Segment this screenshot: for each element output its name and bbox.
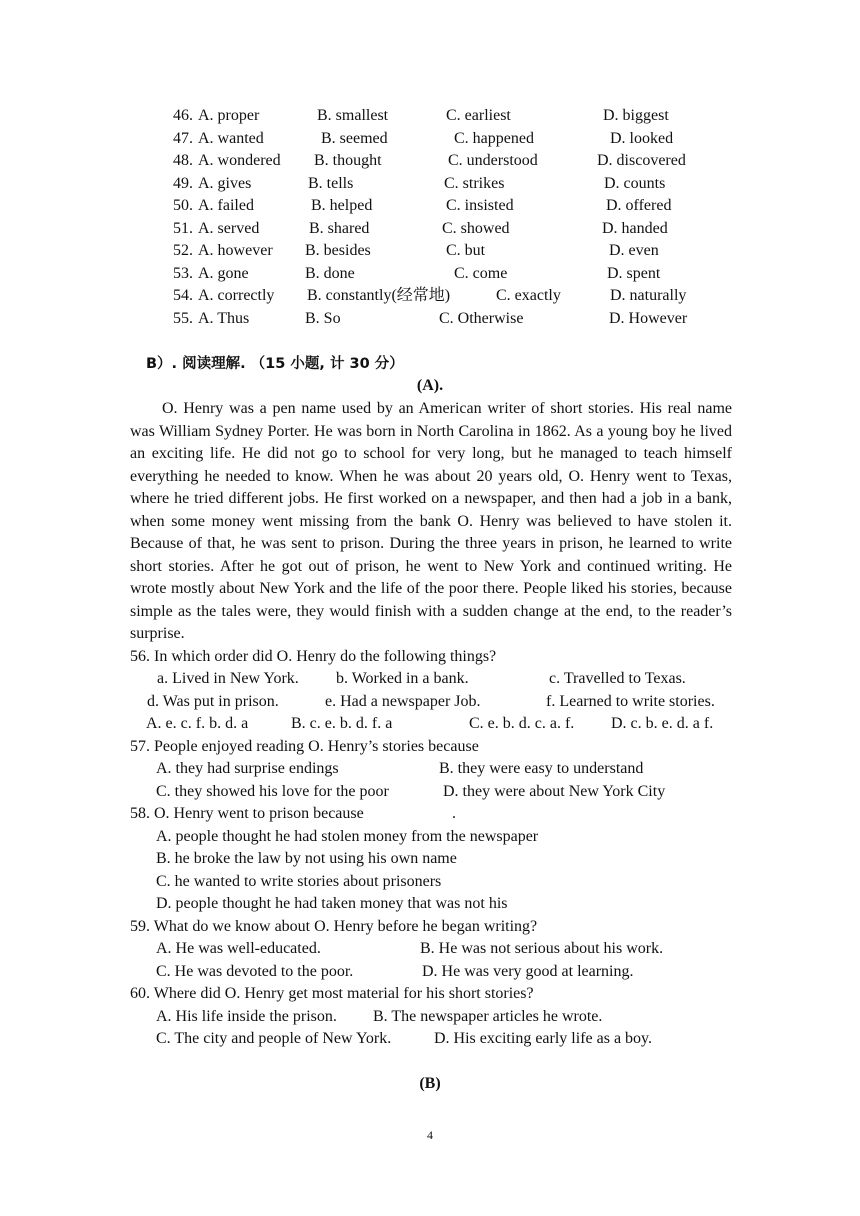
option-d: D. c. b. e. d. a f. [611,715,714,732]
option-row-51 [173,218,733,240]
event-c: c. Travelled to Texas. [549,670,686,687]
option-row-49 [173,173,733,195]
option-a: A. gone [198,264,249,282]
event-d: d. Was put in prison. [147,693,279,710]
option-d: D. spent [607,264,661,282]
option-d: D. even [609,242,659,259]
question-number: 53. [173,264,193,282]
option-b: B. tells [308,174,354,192]
option-b: B. So [305,309,341,327]
option-row-48 [173,150,733,172]
option-b: B. done [305,264,355,282]
question-number: 54. [173,287,193,304]
event-b: b. Worked in a bank. [336,670,469,687]
passage-b-title: (B) [419,1075,441,1092]
question-number: 47. [173,129,193,147]
option-b: B. The newspaper articles he wrote. [373,1008,603,1025]
passage-a-text: O. Henry was a pen name used by an American writer of short stories. His real name was William Sydney Porter. He was born in North Carolina in 1862. As a young boy he lived an exciting life. He did not go to school for very long, but he managed to teach himself everything he needed to know. When he was about 20 years old, O. Henry went to Texas, where he tried different jobs. He first worked on a newspaper, and then had a job in a bank, when some money went missing from the bank O. Henry was believed to have stolen it. Because of that, he was sent to prison. During the three years in prison, he learned to write short stories. After he got out of prison, he went to New York and continued writing. He wrote mostly about New York and the life of the poor there. People liked his stories, because simple as the tales were, they would finish with a sudden change at the end, to the reader’s surprise. [130,400,732,643]
option-d: D. discovered [597,152,686,169]
option-a: A. proper [198,107,260,124]
option-c: C. showed [442,219,510,237]
option-c: C. he wanted to write stories about prisoners [156,873,442,890]
option-a: A. gives [198,174,252,192]
option-row-55 [173,308,733,330]
section-heading: B）. 阅读理解. （15 小题, 计 30 分） [146,356,404,372]
option-a: A. wanted [198,129,264,147]
event-a: a. Lived in New York. [157,670,299,687]
option-d: D. He was very good at learning. [422,963,634,980]
option-d: D. However [609,309,688,327]
option-c: C. He was devoted to the poor. [156,963,354,980]
option-d: D. looked [610,129,674,147]
option-c: C. earliest [446,107,511,124]
option-c: C. insisted [446,197,514,214]
option-row-50 [173,195,733,217]
question-stem-end: . [452,805,456,822]
option-row-46 [173,105,733,127]
question-number: 52. [173,242,193,259]
option-d: D. His exciting early life as a boy. [434,1030,653,1047]
option-a: A. e. c. f. b. d. a [146,715,249,732]
option-d: D. people thought he had taken money that was not his [156,895,508,912]
option-a: A. however [198,242,273,259]
option-row-53 [173,263,733,285]
question-number: 50. [173,197,193,214]
question-stem: 58. O. Henry went to prison because [130,805,364,822]
option-a: A. Thus [198,309,250,327]
option-a: A. served [198,219,260,237]
option-c: C. come [454,264,508,282]
option-c: C. understood [448,152,538,169]
option-b: B. constantly(经常地) [307,287,451,304]
option-b: B. they were easy to understand [439,760,644,777]
option-a: A. they had surprise endings [156,760,339,777]
option-c: C. strikes [444,174,505,192]
option-a: A. people thought he had stolen money from the newspaper [156,828,539,845]
option-b: B. c. e. b. d. f. a [291,715,393,732]
question-stem: 59. What do we know about O. Henry before he began writing? [130,918,538,935]
question-number: 49. [173,174,193,192]
option-c: C. e. b. d. c. a. f. [469,715,575,732]
option-c: C. Otherwise [439,309,524,327]
option-d: D. they were about New York City [443,783,666,800]
page-number: 4 [427,1128,433,1142]
option-c: C. exactly [496,287,561,304]
option-b: B. he broke the law by not using his own name [156,850,457,867]
option-d: D. naturally [610,287,687,304]
option-a: A. correctly [198,287,275,304]
option-a: A. failed [198,197,254,214]
option-b: B. He was not serious about his work. [420,940,664,957]
option-d: D. handed [602,219,668,237]
option-a: A. His life inside the prison. [156,1008,337,1025]
event-f: f. Learned to write stories. [546,693,715,710]
question-stem: 56. In which order did O. Henry do the following things? [130,648,497,665]
option-b: B. smallest [317,107,389,124]
question-stem: 60. Where did O. Henry get most material for his short stories? [130,985,534,1002]
option-d: D. counts [604,174,666,192]
option-c: C. they showed his love for the poor [156,783,389,800]
option-b: B. shared [309,219,370,237]
passage-a-title: (A). [416,377,444,394]
option-b: B. seemed [321,129,388,147]
question-number: 55. [173,309,193,327]
event-e: e. Had a newspaper Job. [325,693,481,710]
question-stem: 57. People enjoyed reading O. Henry’s stories because [130,738,479,755]
option-a: A. wondered [198,152,281,169]
option-row-54 [173,285,733,307]
option-d: D. biggest [603,107,669,124]
option-c: C. but [446,242,486,259]
option-row-52 [173,240,733,262]
option-b: B. helped [311,197,373,214]
option-c: C. happened [454,129,534,147]
option-row-47 [173,128,733,150]
question-number: 46. [173,107,193,124]
option-d: D. offered [606,197,672,214]
option-b: B. thought [314,152,382,169]
question-number: 51. [173,219,193,237]
option-a: A. He was well-educated. [156,940,321,957]
question-number: 48. [173,152,193,169]
option-c: C. The city and people of New York. [156,1030,392,1047]
option-b: B. besides [305,242,371,259]
